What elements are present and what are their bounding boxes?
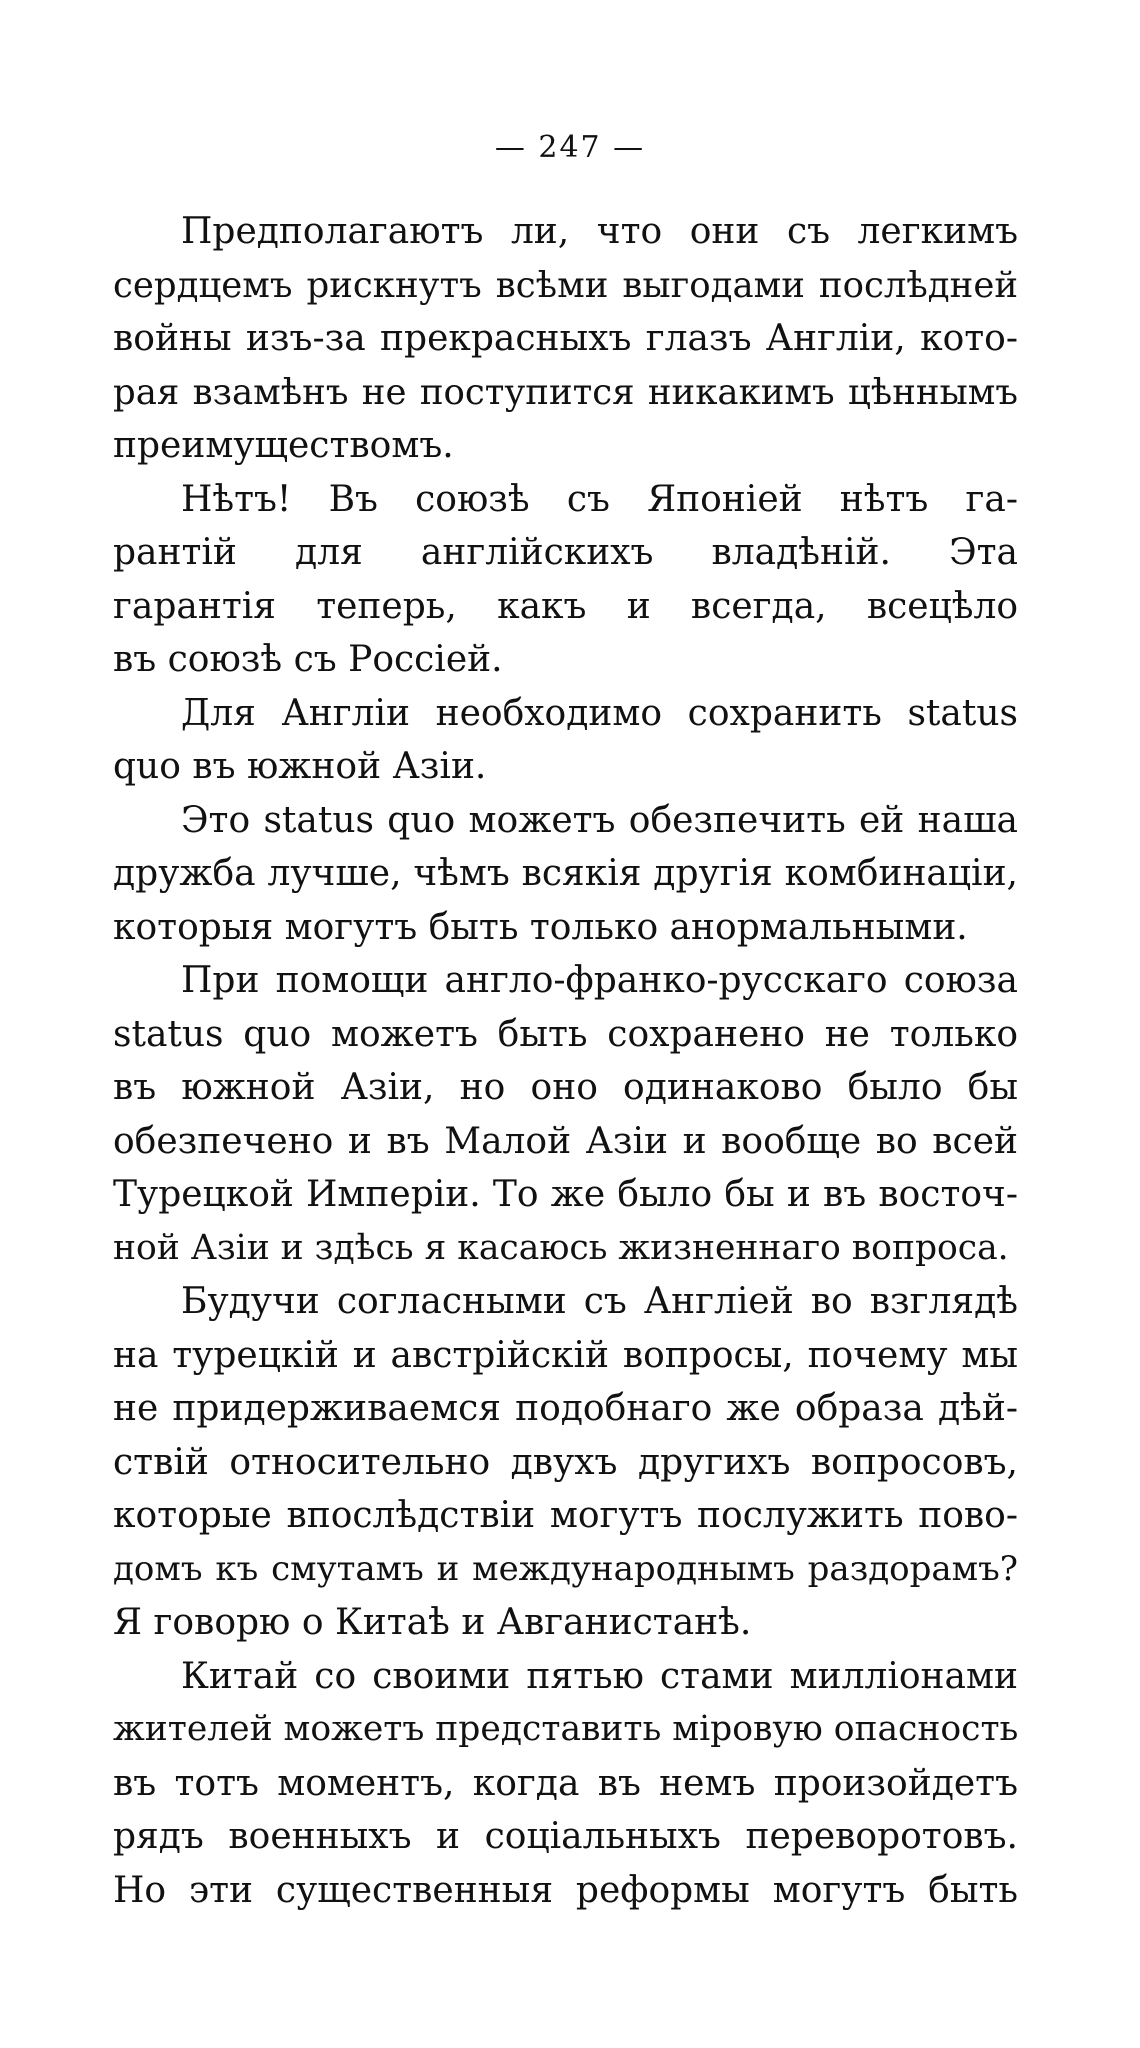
body-text bbox=[113, 205, 1018, 1917]
text-line: въ южной Азіи, но оно одинаково было бы bbox=[113, 1067, 1018, 1108]
page-number: — 247 — bbox=[494, 130, 646, 165]
text-line: Нѣтъ! Въ союзѣ съ Японіей нѣтъ га- bbox=[181, 478, 1018, 520]
text-line: Китай со своими пятью стами милліонами bbox=[181, 1655, 1018, 1697]
text-line: въ союзѣ съ Россіей. bbox=[113, 639, 503, 680]
text-line: Предполагаютъ ли, что они съ легкимъ bbox=[181, 211, 1018, 252]
text-line: не придерживаемся подобнаго же образа дѣй- bbox=[113, 1388, 1018, 1429]
text-line: рая взамѣнъ не поступится никакимъ цѣннымъ bbox=[113, 371, 1018, 413]
text-line: которые впослѣдствіи могутъ послужить пово- bbox=[113, 1495, 1018, 1536]
text-line: status quo можетъ быть сохранено не только bbox=[113, 1013, 1018, 1055]
text-line: обезпечено и въ Малой Азіи и вообще во всей bbox=[113, 1120, 1018, 1162]
text-line: Для Англіи необходимо сохранить status bbox=[181, 692, 1018, 734]
text-line: quo въ южной Азіи. bbox=[113, 746, 487, 787]
text-line: войны изъ-за прекрасныхъ глазъ Англіи, кото- bbox=[113, 318, 1018, 359]
text-line: Турецкой Имперіи. То же было бы и въ восточ- bbox=[113, 1174, 1018, 1215]
text-line: Я говорю о Китаѣ и Авганистанѣ. bbox=[113, 1602, 752, 1643]
text-line: которыя могутъ быть только анормальными. bbox=[113, 906, 968, 948]
text-line: въ тотъ моментъ, когда въ немъ произойдетъ bbox=[113, 1762, 1018, 1804]
text-line: домъ къ смутамъ и международнымъ раздорамъ? bbox=[113, 1548, 1018, 1589]
text-line: рядъ военныхъ и соціальныхъ переворотовъ. bbox=[113, 1816, 1018, 1857]
text-line: ной Азіи и здѣсь я касаюсь жизненнаго вопроса. bbox=[113, 1227, 1009, 1268]
text-line: на турецкій и австрійскій вопросы, почему мы bbox=[113, 1334, 1018, 1376]
text-line: Но эти существенныя реформы могутъ быть bbox=[113, 1869, 1018, 1911]
text-line: гарантія теперь, какъ и всегда, всецѣло bbox=[113, 585, 1018, 627]
text-line: дружба лучше, чѣмъ всякія другія комбинаціи, bbox=[113, 853, 1018, 894]
text-line: Это status quo можетъ обезпечить ей наша bbox=[181, 799, 1018, 841]
text-line: При помощи англо-франко-русскаго союза bbox=[181, 960, 1018, 1001]
text-line: ствій относительно двухъ другихъ вопросовъ, bbox=[113, 1441, 1018, 1483]
text-line: Будучи согласными съ Англіей во взглядѣ bbox=[181, 1281, 1018, 1322]
text-line: рантій для англійскихъ владѣній. Эта bbox=[113, 532, 1018, 573]
text-line: жителей можетъ представить міровую опасность bbox=[113, 1709, 1019, 1749]
text-line: сердцемъ рискнутъ всѣми выгодами послѣдней bbox=[113, 264, 1018, 306]
text-line: преимуществомъ. bbox=[113, 425, 454, 466]
